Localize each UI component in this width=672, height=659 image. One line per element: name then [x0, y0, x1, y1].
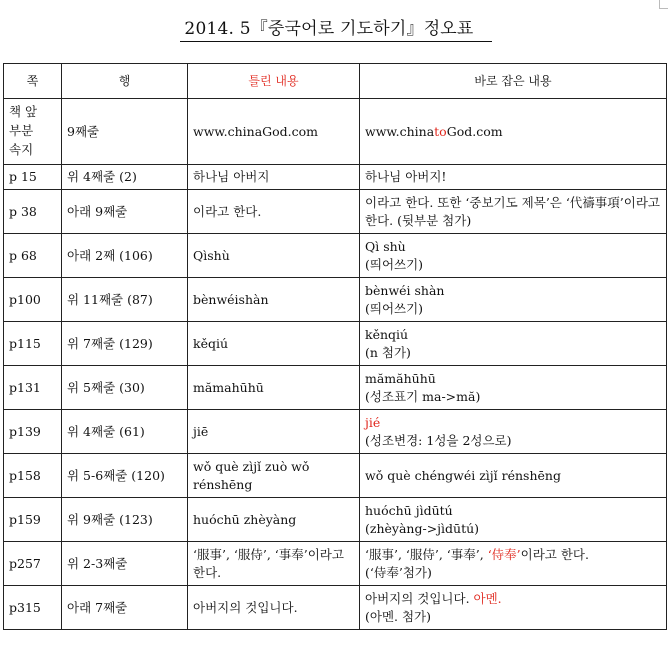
correction-line — [365, 432, 661, 450]
page-text: p158 — [9, 467, 41, 483]
cell-line: 위 7째줄 (129) — [62, 322, 188, 366]
page-text: p115 — [9, 335, 41, 351]
cell-page — [4, 278, 62, 322]
correction-line — [365, 344, 661, 362]
cell-line: 위 4째줄 (61) — [62, 410, 188, 454]
cell-page — [4, 542, 62, 586]
header-line: 행 — [62, 64, 188, 99]
correction-text: 이라고 한다. 또한 ‘중보기도 제목’은 ‘代禱事項’이라고 한다. (뒷부분 첨가) — [365, 194, 661, 228]
cell-line: 위 5째줄 (30) — [62, 366, 188, 410]
cell-line: 9째줄 — [62, 99, 188, 165]
correction-line — [365, 467, 661, 485]
correction-line — [365, 168, 661, 186]
cell-right — [360, 234, 667, 278]
page-text: p 38 — [9, 203, 37, 219]
table-row — [4, 278, 667, 322]
table-row — [4, 410, 667, 454]
correction-text: mămăhūhū — [365, 370, 436, 386]
correction-text: huóchū jìdūtú — [365, 502, 453, 518]
correction-text: Qì shù — [365, 238, 406, 254]
cell-page — [4, 454, 62, 498]
page-text: 속지 — [9, 142, 34, 157]
correction-highlight: 아멘. — [473, 590, 502, 606]
page-text: p 68 — [9, 247, 37, 263]
correction-text: 이라고 한다. — [520, 546, 589, 562]
cell-line: 아래 2째 (106) — [62, 234, 188, 278]
correction-line — [365, 194, 661, 230]
document-title: 2014. 5『중국어로 기도하기』정오표 — [180, 14, 491, 42]
correction-text: (띄어쓰기) — [365, 300, 424, 316]
cell-line: 위 5-6째줄 (120) — [62, 454, 188, 498]
header-right: 바로 잡은 내용 — [360, 64, 667, 99]
header-page: 쪽 — [4, 64, 62, 99]
cell-wrong: wǒ què zìjǐ zuò wǒ rénshēng — [188, 454, 360, 498]
table-row — [4, 322, 667, 366]
cell-line: 아래 9째줄 — [62, 190, 188, 234]
cell-line: 위 2-3째줄 — [62, 542, 188, 586]
cell-wrong: mămahūhū — [188, 366, 360, 410]
correction-line — [365, 370, 661, 388]
cell-right — [360, 410, 667, 454]
cell-line: 위 9째줄 (123) — [62, 498, 188, 542]
table-row — [4, 165, 667, 190]
cell-line: 아래 7째줄 — [62, 586, 188, 630]
page-text: p159 — [9, 511, 41, 527]
errata-table — [3, 63, 667, 630]
cell-wrong: 하나님 아버지 — [188, 165, 360, 190]
table-row — [4, 366, 667, 410]
table-row — [4, 586, 667, 630]
correction-text: (n 첨가) — [365, 344, 411, 360]
page-text: p131 — [9, 379, 41, 395]
page-text: 부분 — [9, 123, 34, 138]
correction-text: (‘侍奉’첨가) — [365, 564, 432, 580]
cell-wrong: www.chinaGod.com — [188, 99, 360, 165]
correction-line — [365, 414, 661, 432]
correction-line — [365, 282, 661, 300]
cell-wrong: 아버지의 것입니다. — [188, 586, 360, 630]
cell-page — [4, 586, 62, 630]
correction-text: (아멘. 첨가) — [365, 608, 432, 624]
cell-page — [4, 498, 62, 542]
correction-line — [365, 546, 661, 564]
correction-line — [365, 256, 661, 274]
cell-page — [4, 190, 62, 234]
table-row — [4, 542, 667, 586]
cell-wrong: 이라고 한다. — [188, 190, 360, 234]
correction-text: kěnqiú — [365, 326, 409, 342]
correction-highlight: to — [434, 123, 447, 139]
table-row — [4, 498, 667, 542]
correction-highlight: jié — [365, 414, 381, 430]
correction-text: (띄어쓰기) — [365, 256, 424, 272]
correction-line — [365, 502, 661, 520]
cell-right — [360, 190, 667, 234]
page-text: p100 — [9, 291, 41, 307]
header-wrong: 틀린 내용 — [188, 64, 360, 99]
page-text: p257 — [9, 555, 41, 571]
cell-right — [360, 99, 667, 165]
correction-text: 하나님 아버지! — [365, 169, 447, 184]
table-row — [4, 190, 667, 234]
cell-wrong: huóchū zhèyàng — [188, 498, 360, 542]
cell-line: 위 11째줄 (87) — [62, 278, 188, 322]
page-text: p315 — [9, 599, 41, 615]
page-text: p 15 — [9, 169, 37, 184]
correction-text: www.china — [365, 123, 435, 139]
cell-right — [360, 586, 667, 630]
correction-text: God.com — [446, 123, 503, 139]
correction-text: 아버지의 것입니다. — [365, 590, 474, 606]
table-header-row — [4, 64, 667, 99]
cell-right — [360, 366, 667, 410]
correction-line — [365, 520, 661, 538]
correction-text: bènwéi shàn — [365, 282, 445, 298]
table-row — [4, 234, 667, 278]
correction-text: (zhèyàng->jìdūtú) — [365, 520, 480, 536]
cell-page — [4, 410, 62, 454]
cell-right — [360, 165, 667, 190]
correction-highlight: ‘侍奉’ — [487, 546, 521, 562]
title-area — [0, 14, 672, 42]
table-row — [4, 454, 667, 498]
correction-line — [365, 564, 661, 582]
page-text: 책 앞 — [9, 104, 38, 119]
correction-line — [365, 123, 661, 141]
cell-right — [360, 542, 667, 586]
correction-line — [365, 238, 661, 256]
correction-text: (성조표기 ma->mă) — [365, 388, 481, 404]
correction-line — [365, 608, 661, 626]
cell-wrong: kěqiú — [188, 322, 360, 366]
correction-line — [365, 326, 661, 344]
cell-right — [360, 322, 667, 366]
page-text: p139 — [9, 423, 41, 439]
correction-text: wǒ què chéngwéi zìjǐ rénshēng — [365, 467, 561, 483]
cell-page — [4, 234, 62, 278]
cell-wrong: jiē — [188, 410, 360, 454]
cell-page — [4, 165, 62, 190]
cell-line: 위 4째줄 (2) — [62, 165, 188, 190]
cell-right — [360, 454, 667, 498]
correction-text: (성조변경: 1성을 2성으로) — [365, 432, 512, 448]
cell-right — [360, 278, 667, 322]
correction-line — [365, 388, 661, 406]
cell-wrong: ‘服事’, ‘服侍’, ‘事奉’이라고 한다. — [188, 542, 360, 586]
cell-wrong: Qìshù — [188, 234, 360, 278]
cell-right — [360, 498, 667, 542]
cell-page — [4, 366, 62, 410]
cell-page — [4, 322, 62, 366]
cell-wrong: bènwéishàn — [188, 278, 360, 322]
page-corner-marker — [659, 0, 668, 9]
correction-line — [365, 590, 661, 608]
correction-text: ‘服事’, ‘服侍’, ‘事奉’, — [365, 546, 488, 562]
correction-line — [365, 300, 661, 318]
cell-page — [4, 99, 62, 165]
table-row — [4, 99, 667, 165]
